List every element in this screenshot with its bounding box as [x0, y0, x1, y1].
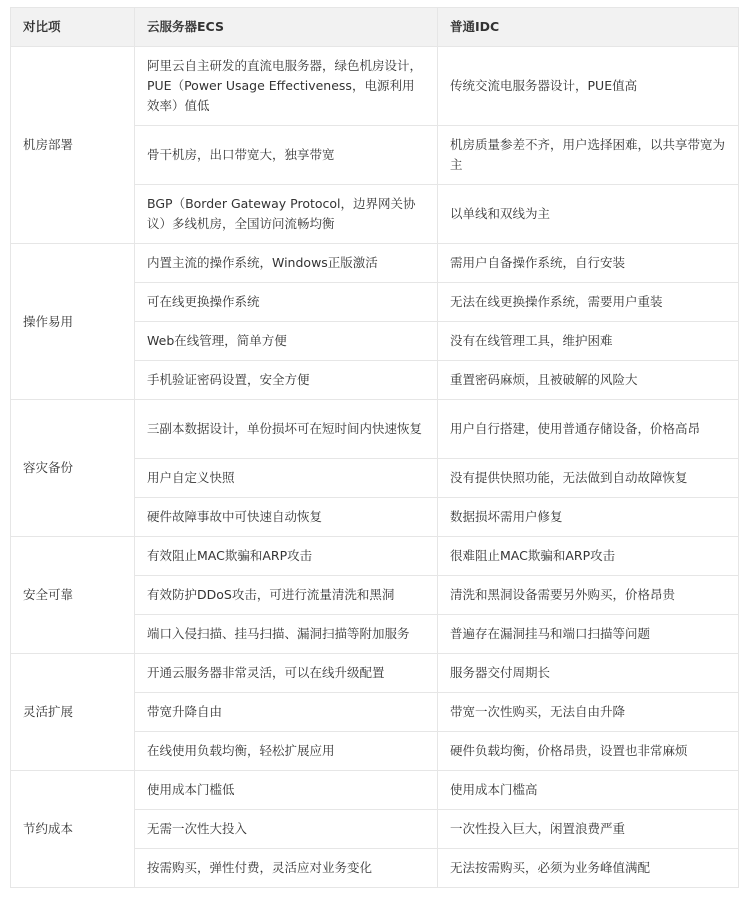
idc-cell: 没有提供快照功能，无法做到自动故障恢复 — [438, 459, 739, 498]
ecs-cell: 无需一次性大投入 — [135, 810, 438, 849]
header-ecs: 云服务器ECS — [135, 8, 438, 47]
ecs-cell: 有效防护DDoS攻击，可进行流量清洗和黑洞 — [135, 576, 438, 615]
category-cell: 机房部署 — [11, 47, 135, 244]
ecs-cell: 用户自定义快照 — [135, 459, 438, 498]
ecs-cell: 骨干机房，出口带宽大，独享带宽 — [135, 126, 438, 185]
idc-cell: 没有在线管理工具，维护困难 — [438, 322, 739, 361]
table-header-row — [11, 8, 739, 47]
ecs-cell: 带宽升降自由 — [135, 693, 438, 732]
idc-cell: 用户自行搭建，使用普通存储设备，价格高昂 — [438, 400, 739, 459]
table-row — [11, 654, 739, 693]
ecs-cell: 使用成本门槛低 — [135, 771, 438, 810]
ecs-cell: 开通云服务器非常灵活，可以在线升级配置 — [135, 654, 438, 693]
header-item: 对比项 — [11, 8, 135, 47]
idc-cell: 以单线和双线为主 — [438, 185, 739, 244]
ecs-cell: 在线使用负载均衡，轻松扩展应用 — [135, 732, 438, 771]
category-cell: 灵活扩展 — [11, 654, 135, 771]
table-row — [11, 244, 739, 283]
category-cell: 安全可靠 — [11, 537, 135, 654]
idc-cell: 清洗和黑洞设备需要另外购买，价格昂贵 — [438, 576, 739, 615]
ecs-cell: 硬件故障事故中可快速自动恢复 — [135, 498, 438, 537]
ecs-cell: 三副本数据设计，单份损坏可在短时间内快速恢复 — [135, 400, 438, 459]
table-row — [11, 771, 739, 810]
table-row — [11, 47, 739, 126]
ecs-cell: 手机验证密码设置，安全方便 — [135, 361, 438, 400]
ecs-cell: 内置主流的操作系统，Windows正版激活 — [135, 244, 438, 283]
ecs-cell: BGP（Border Gateway Protocol，边界网关协议）多线机房，全国访问流畅均衡 — [135, 185, 438, 244]
category-cell: 操作易用 — [11, 244, 135, 400]
idc-cell: 很难阻止MAC欺骗和ARP攻击 — [438, 537, 739, 576]
category-cell: 容灾备份 — [11, 400, 135, 537]
idc-cell: 重置密码麻烦，且被破解的风险大 — [438, 361, 739, 400]
header-idc: 普通IDC — [438, 8, 739, 47]
ecs-cell: Web在线管理，简单方便 — [135, 322, 438, 361]
idc-cell: 硬件负载均衡，价格昂贵，设置也非常麻烦 — [438, 732, 739, 771]
category-cell: 节约成本 — [11, 771, 135, 888]
idc-cell: 机房质量参差不齐，用户选择困难，以共享带宽为主 — [438, 126, 739, 185]
table-row — [11, 400, 739, 459]
ecs-cell: 可在线更换操作系统 — [135, 283, 438, 322]
ecs-cell: 阿里云自主研发的直流电服务器，绿色机房设计，PUE（Power Usage Effectiveness，电源利用效率）值低 — [135, 47, 438, 126]
idc-cell: 一次性投入巨大，闲置浪费严重 — [438, 810, 739, 849]
ecs-cell: 按需购买，弹性付费，灵活应对业务变化 — [135, 849, 438, 888]
comparison-table — [10, 7, 739, 888]
idc-cell: 数据损坏需用户修复 — [438, 498, 739, 537]
idc-cell: 需用户自备操作系统，自行安装 — [438, 244, 739, 283]
idc-cell: 服务器交付周期长 — [438, 654, 739, 693]
idc-cell: 普遍存在漏洞挂马和端口扫描等问题 — [438, 615, 739, 654]
idc-cell: 使用成本门槛高 — [438, 771, 739, 810]
ecs-cell: 端口入侵扫描、挂马扫描、漏洞扫描等附加服务 — [135, 615, 438, 654]
idc-cell: 传统交流电服务器设计，PUE值高 — [438, 47, 739, 126]
idc-cell: 无法按需购买，必须为业务峰值满配 — [438, 849, 739, 888]
table-row — [11, 537, 739, 576]
idc-cell: 带宽一次性购买，无法自由升降 — [438, 693, 739, 732]
idc-cell: 无法在线更换操作系统，需要用户重装 — [438, 283, 739, 322]
ecs-cell: 有效阻止MAC欺骗和ARP攻击 — [135, 537, 438, 576]
